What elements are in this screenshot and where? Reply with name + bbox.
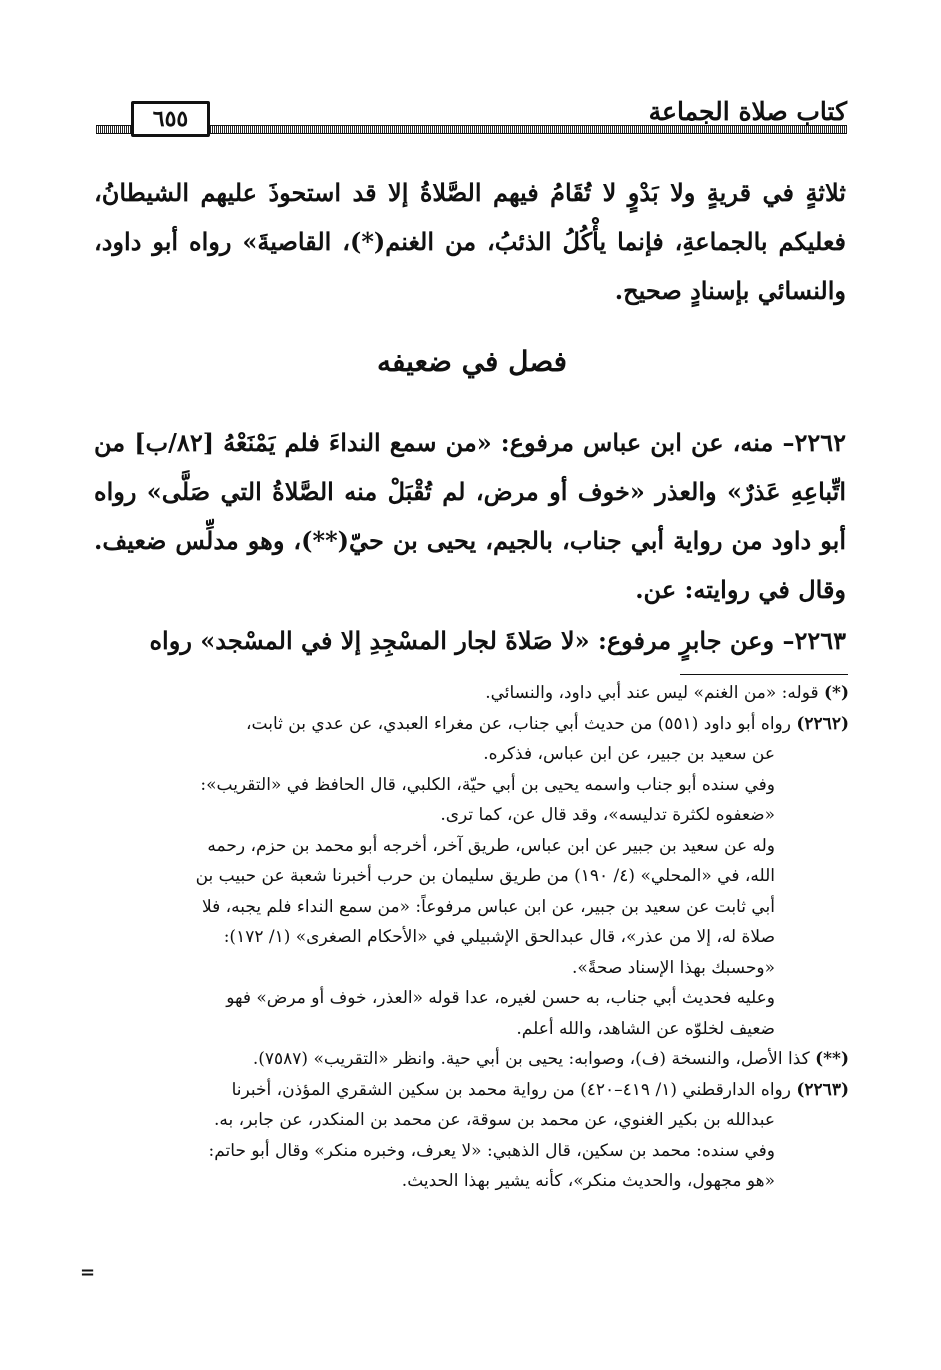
page-header xyxy=(96,95,847,141)
footnote-line: الله، في «المحلي» (٤/ ١٩٠) من طريق سليمان بن حرب أخبرنا شعبة عن حبيب بن xyxy=(195,866,775,886)
hadith-2262 xyxy=(94,418,846,614)
footnote-line: عبدالله بن بكير الغنوي، عن محمد بن سوقة، عن محمد بن المنكدر، عن جابر، به. xyxy=(213,1110,775,1130)
footnotes xyxy=(89,678,849,1197)
hadith-text: وعن جابرٍ مرفوع: «لا صَلاةَ لجار المسْجِدِ إلا في المسْجد» رواه xyxy=(149,626,783,655)
footnote-line: وله عن سعيد بن جبير عن ابن عباس، طريق آخر، أخرجه أبو محمد بن حزم، رحمه xyxy=(207,835,775,856)
footnote-line: ضعيف لخلوّه عن الشاهد، والله أعلم. xyxy=(516,1018,775,1039)
footnote-marker: (٢٢٦٢) xyxy=(796,713,849,734)
footnote-text: رواه أبو داود (٥٥١) من حديث أبي جناب، عن مغراء العبدي، عن عدي بن ثابت، xyxy=(246,713,797,734)
continuation-paragraph xyxy=(94,168,846,315)
footnote-line: وفي سنده أبو جناب واسمه يحيى بن أبي حيّة، الكلبي، قال الحافظ في «التقريب»: xyxy=(200,774,775,795)
hadith-number: ٢٢٦٣– xyxy=(782,626,846,655)
footnote-marker: (*) xyxy=(824,683,849,703)
footnote-line: «ضعفوه لكثرة تدليسه»، وقد قال عن، كما ترى. xyxy=(440,805,775,825)
footnote-line: «هو مجهول، والحديث منكر»، كأنه يشير بهذا الحديث. xyxy=(401,1171,775,1191)
hadith-2263 xyxy=(94,616,846,665)
footnote-star xyxy=(89,678,849,709)
footnote-marker: (**) xyxy=(815,1049,849,1069)
footnote-marker: (٢٢٦٣) xyxy=(796,1079,849,1100)
footnote-line: «وحسبك بهذا الإسناد صحةً». xyxy=(571,957,775,978)
continued-mark: = xyxy=(80,1262,96,1283)
footnote-2263 xyxy=(89,1075,849,1106)
footnote-text: قوله: «من الغنم» ليس عند أبي داود، والنسائي. xyxy=(485,683,825,703)
footnote-text: كذا الأصل، والنسخة (ف)، وصوابه: يحيى بن أبي حية. وانظر «التقريب» (٧٥٨٧). xyxy=(252,1049,816,1069)
footnote-line: وعليه فحديث أبي جناب، به حسن لغيره، عدا قوله «العذر، خوف أو مرض» فهو xyxy=(226,988,775,1008)
footnote-line: أبي ثابت عن سعيد بن جبير، عن ابن عباس مرفوعاً: «من سمع النداء فلم يجبه، فلا xyxy=(201,896,775,917)
footnote-text: رواه الدارقطني (١/ ٤١٩–٤٢٠) من رواية محمد بن سكين الشقري المؤذن، أخبرنا xyxy=(231,1079,797,1100)
footnote-2262 xyxy=(89,709,849,740)
footnote-line: وفي سنده: محمد بن سكين، قال الذهبي: «لا يعرف، وخبره منكر» وقال أبو حاتم: xyxy=(208,1140,775,1161)
section-heading: فصل في ضعيفه xyxy=(377,345,567,378)
hadith-number: ٢٢٦٢– xyxy=(782,428,846,457)
footnote-separator xyxy=(680,674,848,675)
running-title: كتاب صلاة الجماعة xyxy=(648,97,847,126)
continuation-text: ثلاثةٍ في قريةٍ ولا بَدْوٍ لا تُقَامُ فيهم الصَّلاةُ إلا قد استحوذَ عليهم الشيطانُ، فعليكم بالجماعةِ، فإنما يأْكُلُ الذئبُ، من الغنم(*)، القاصيةَ» رواه أبو داود، والنسائي بإسنادٍ صحيح. xyxy=(94,178,846,305)
footnote-line: عن سعيد بن جبير، عن ابن عباس، فذكره. xyxy=(483,744,775,764)
footnote-line: صلاة له، إلا من عذر»، قال عبدالحق الإشبيلي في «الأحكام الصغرى» (١/ ١٧٢): xyxy=(223,927,775,947)
page-number: ٦٥٥ xyxy=(131,101,210,137)
hadith-text: منه، عن ابن عباس مرفوع: «من سمع النداءَ فلم يَمْنَعْهُ [٨٢/ب] من اتِّباعِهِ عَذرٌ» والعذر «خوف أو مرض، لم تُقْبَلْ منه الصَّلاةُ التي صَلَّى» رواه أبو داود من رواية أبي جناب، بالجيم، يحيى بن حيّ(**)، وهو مدلِّس ضعيف. وقال في روايته: عن. xyxy=(94,428,846,604)
footnote-double-star xyxy=(89,1044,849,1075)
